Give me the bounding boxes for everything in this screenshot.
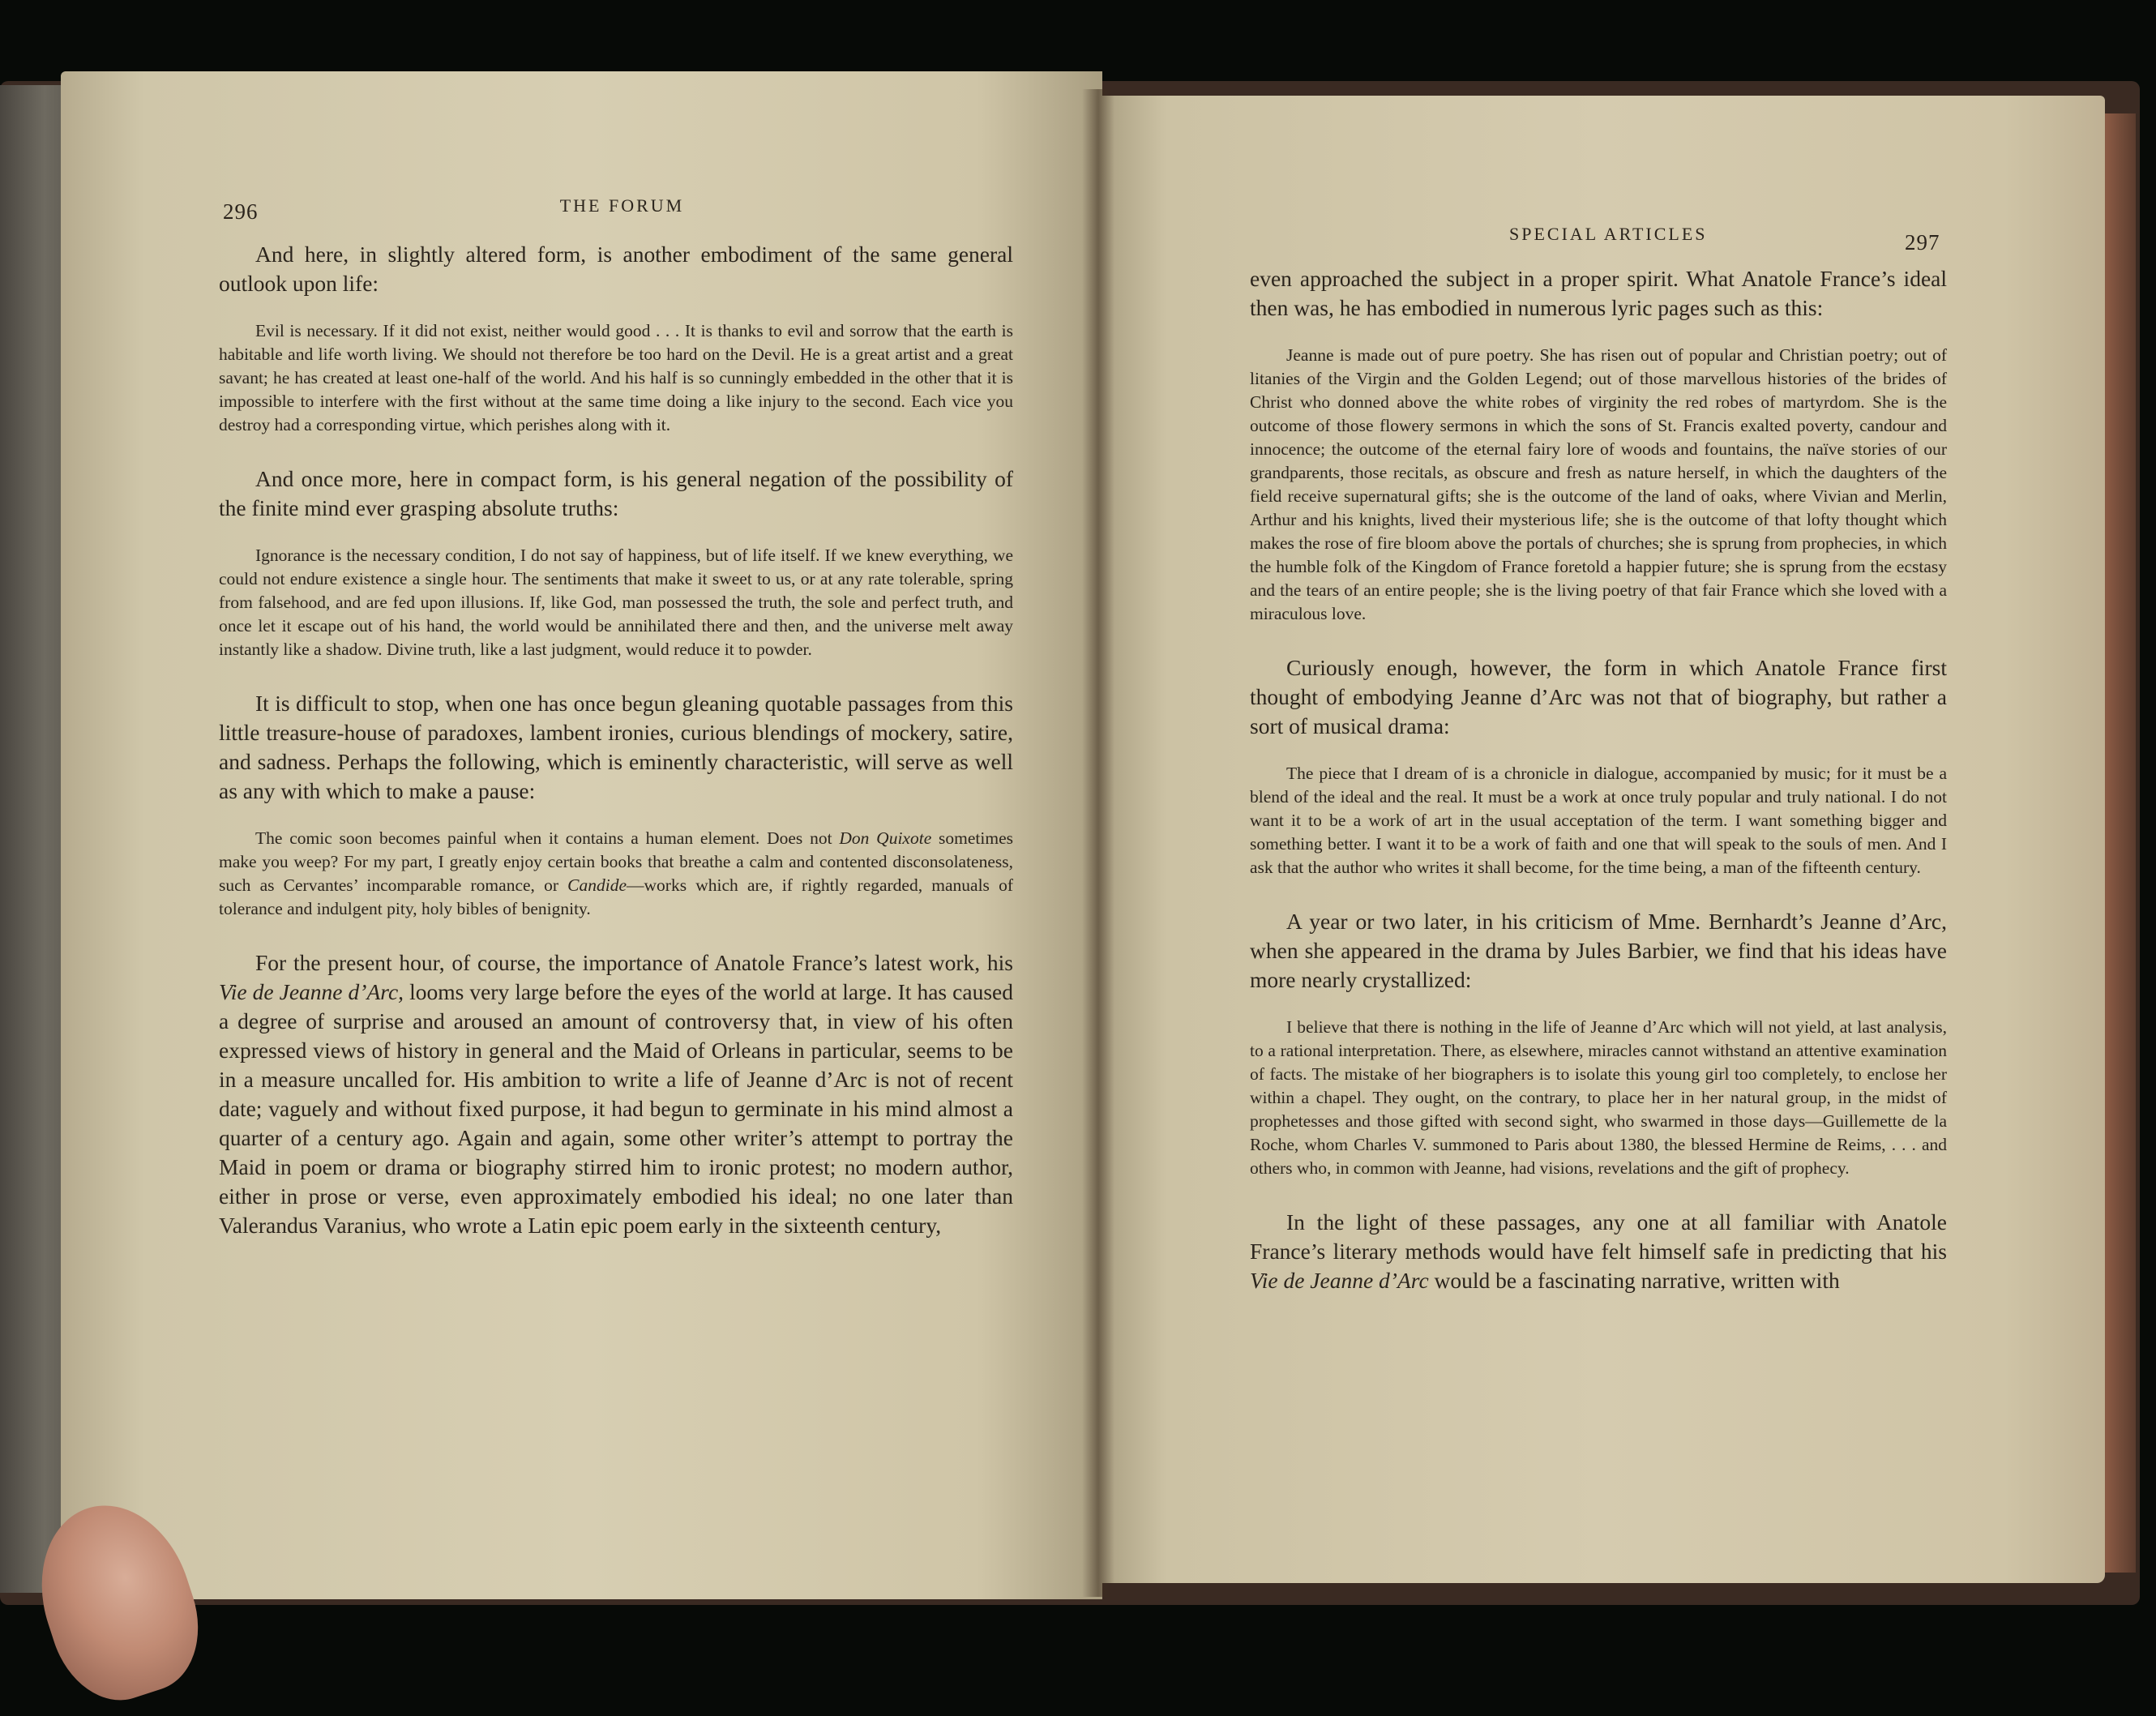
right-page bbox=[1096, 96, 2105, 1583]
paragraph-6 bbox=[219, 948, 1013, 1240]
paragraph-2: And once more, here in compact form, is his general negation of the possibility of the finite mind ever grasping absolute truths: bbox=[219, 466, 1013, 520]
block-quote-1: Jeanne is made out of pure poetry. She has risen out of popular and Christian poetry; out of litanies of the Virgin and the Golden Legend; out of those marvellous histories of the brides of Christ who donned above the white robes of virginity the red robes of martyrdom. She is the outcome of those flowery sermons in which the sons of St. Francis exalted poverty, candour and innocence; the outcome of the eternal fairy lore of woods and fountains, the naïve stories of our grandparents, those recitals, as obscure and fresh as nature herself, in which the daughters of the field receive supernatural gifts; she is the outcome of the land of oaks, where Vivian and Merlin, Arthur and his knights, lived their mysterious life; she is the outcome of that lofty thought which makes the rose of fire bloom above the portals of churches; she is sprung from prophecies, in which the humble folk of the Kingdom of France foretold a happier future; she is sprung from the ecstasy and the tears of an entire people; she is the living poetry of that fair France which she loved with a miraculous love. bbox=[1250, 345, 1947, 623]
running-head-left: THE FORUM bbox=[559, 195, 685, 216]
paragraph-6 bbox=[1250, 1208, 1947, 1295]
running-head-right: SPECIAL ARTICLES bbox=[1509, 224, 1708, 244]
paragraph-4: A year or two later, in his criticism of Mme. Bernhardt’s Jeanne d’Arc, when she appeared in the drama by Jules Barbier, we find that his ideas have more nearly crystallized: bbox=[1250, 909, 1947, 992]
page-number-right: 297 bbox=[1905, 230, 1940, 255]
text-run: would be a fascinating narrative, written with bbox=[1428, 1268, 1840, 1293]
text-run: The comic soon becomes painful when it contains a human element. Does not bbox=[255, 828, 840, 848]
left-page bbox=[61, 71, 1102, 1599]
italic-title: Don Quixote bbox=[839, 828, 932, 848]
text-run: —works which are, if rightly regarded, manuals of tolerance and indulgent pity, holy bibles of benignity. bbox=[219, 875, 1013, 918]
block-quote-3: The piece that I dream of is a chronicle in dialogue, accompanied by music; for it must be a blend of the ideal and the real. It must be a work at once truly popular and truly national. I do not want it to be a work of art in the usual acceptation of the term. I want something bigger and something better. I want it to be a work of faith and one that will speak to the souls of men. And I ask that the author who writes it shall become, for the time being, a man of the fifteenth century. bbox=[1250, 764, 1947, 877]
block-quote-3: Ignorance is the necessary condition, I do not say of happiness, but of life itself. If we knew everything, we could not endure existence a single hour. The sentiments that make it sweet to us, or at any rate tolerable, spring from falsehood, and are fed upon illusions. If, like God, man possessed the truth, the sole and perfect truth, and once let it escape out of his hand, the world would be annihilated there and then, and the universe melt away instantly like a shadow. Divine truth, like a last judgment, would reduce it to powder. bbox=[219, 546, 1013, 659]
paragraph-0: even approached the subject in a proper spirit. What Anatole France’s ideal then was, he has embodied in numerous lyric pages such as this: bbox=[1250, 266, 1947, 320]
italic-title: Candide bbox=[567, 875, 627, 895]
book-gutter bbox=[1082, 89, 1114, 1597]
italic-title: Vie de Jeanne d’Arc bbox=[1250, 1268, 1429, 1293]
paragraph-2: Curiously enough, however, the form in which Anatole France first thought of embodying Jeanne d’Arc was not that of biography, but rather a sort of musical drama: bbox=[1250, 655, 1947, 738]
text-run: looms very large before the eyes of the world at large. It has caused a degree of surprise and aroused an amount of controversy that, in view of his often expressed views of history in general and the Maid of Orleans in particular, seems to be in a measure uncalled for. His ambition to write a life of Jeanne d’Arc is not of recent date; vaguely and without fixed purpose, it had begun to germinate in his mind almost a quarter of a century ago. Again and again, some other writer’s attempt to portray the Maid in poem or drama or biography stirred him to ironic protest; no modern author, either in prose or verse, even approximately embodied his ideal; no one later than Valerandus Varanius, who wrote a Latin epic poem early in the sixteenth century, bbox=[219, 979, 1013, 1238]
text-run: For the present hour, of course, the importance of Anatole France’s latest work, his bbox=[255, 950, 1013, 975]
block-quote-5: I believe that there is nothing in the life of Jeanne d’Arc which will not yield, at last analysis, to a rational interpretation. There, as elsewhere, miracles cannot withstand an attentive examination of facts. The mistake of her biographers is to isolate this young girl too completely, to enclose her within a chapel. They ought, on the contrary, to place her in her natural group, in the midst of prophetesses and those gifted with second sight, who swarmed in those days—Guillemette de la Roche, whom Charles V. summoned to Paris about 1380, the blessed Hermine de Reims, . . . and others who, in common with Jeanne, had visions, revelations and the gift of prophecy. bbox=[1250, 1017, 1947, 1178]
paragraph-4: It is difficult to stop, when one has once begun gleaning quotable passages from this little treasure-house of paradoxes, lambent ironies, curious blendings of mockery, satire, and sadness. Perhaps the following, which is eminently characteristic, will serve as well as any with which to make a pause: bbox=[219, 691, 1013, 803]
left-page-text bbox=[219, 240, 1013, 1261]
paragraph-0: And here, in slightly altered form, is another embodiment of the same general outlook upon life: bbox=[219, 242, 1013, 296]
right-page-text bbox=[1250, 264, 1947, 1316]
text-run: sometimes make you weep? For my part, I greatly enjoy certain books that breathe a calm and contented disconsolateness, such as Cervantes’ incomparable romance, or bbox=[219, 828, 1014, 895]
italic-title: Vie de Jeanne d’Arc, bbox=[219, 979, 404, 1004]
page-number-left: 296 bbox=[223, 199, 259, 224]
block-quote-1: Evil is necessary. If it did not exist, neither would good . . . It is thanks to evil and sorrow that the earth is habitable and life worth living. We should not therefore be too hard on the Devil. He is a great artist and a great savant; he has created at least one-half of the world. And his half is so cunningly embedded in the other that it is impossible to interfere with the first without at the same time doing a like injury to the second. Each vice you destroy had a corresponding virtue, which perishes along with it. bbox=[219, 321, 1013, 434]
text-run: In the light of these passages, any one at all familiar with Anatole France’s literary methods would have felt himself safe in predicting that his bbox=[1250, 1209, 1947, 1264]
block-quote-5 bbox=[219, 827, 1013, 921]
